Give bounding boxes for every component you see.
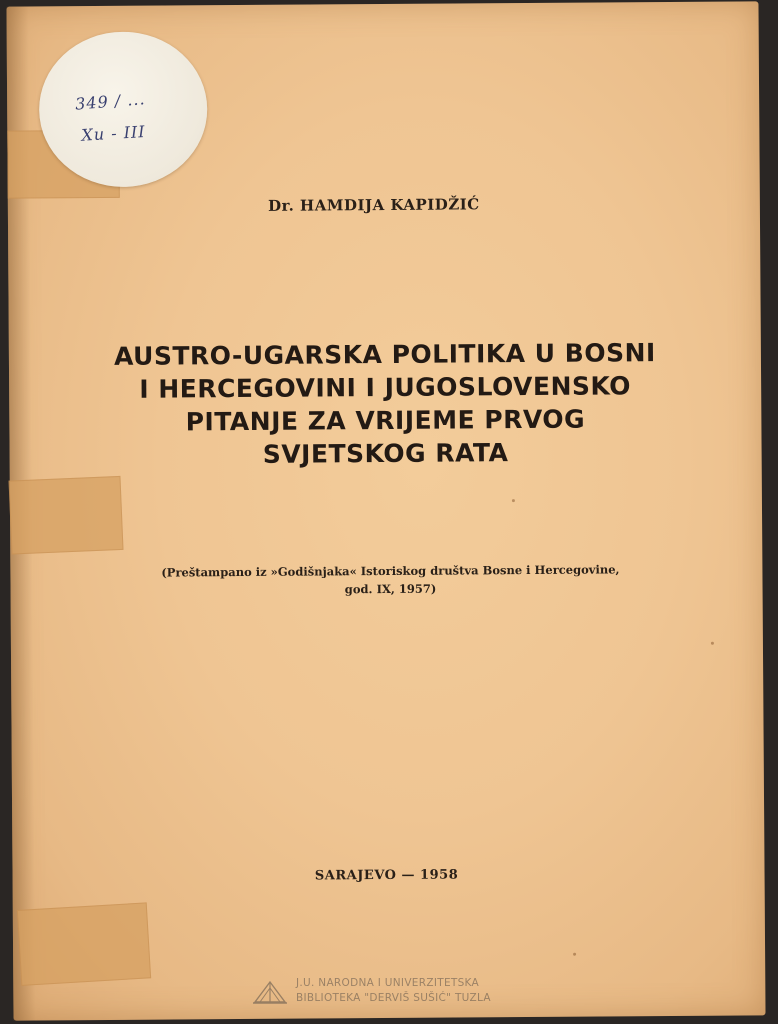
- reprint-note: [80, 560, 700, 600]
- tape-strip: [17, 902, 151, 986]
- reprint-note-line: god. IX, 1957): [344, 581, 437, 597]
- book-title: [65, 336, 706, 472]
- tape-strip: [9, 476, 124, 555]
- place-and-year: SARAJEVO — 1958: [314, 867, 459, 884]
- paper-speck: [512, 499, 515, 502]
- sticker-call-number: 349 / ...: [74, 89, 147, 114]
- library-sticker: [39, 31, 208, 187]
- watermark-text: [296, 976, 491, 1006]
- library-watermark: [252, 974, 532, 1010]
- author-name: Dr. HAMDIJA KAPIDŽIĆ: [267, 195, 480, 215]
- paper-speck: [573, 953, 576, 956]
- book-cover: [6, 1, 765, 1020]
- watermark-line: BIBLIOTEKA "DERVIŠ SUŠIĆ" TUZLA: [296, 992, 491, 1004]
- title-line: PITANJE ZA VRIJEME PRVOG: [185, 404, 586, 437]
- open-book-icon: [252, 976, 288, 1006]
- sticker-shelf-mark: Xu - III: [80, 122, 147, 145]
- watermark-line: J.U. NARODNA I UNIVERZITETSKA: [296, 977, 480, 989]
- title-line: AUSTRO-UGARSKA POLITIKA U BOSNI: [113, 338, 656, 371]
- title-line: I HERCEGOVINI I JUGOSLOVENSKO: [139, 371, 632, 404]
- title-line: SVJETSKOG RATA: [262, 438, 509, 469]
- reprint-note-line: (Preštampano iz »Godišnjaka« Istoriskog društva Bosne i Hercegovine,: [161, 562, 620, 580]
- paper-speck: [711, 642, 714, 645]
